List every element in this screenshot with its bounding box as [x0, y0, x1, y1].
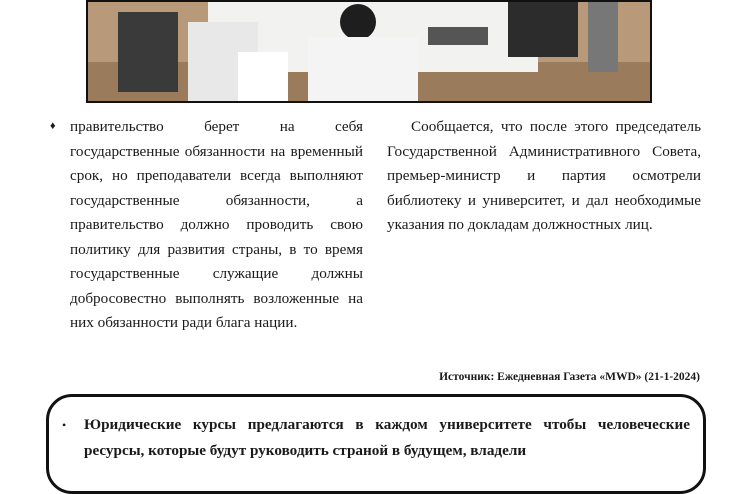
meeting-photo [86, 0, 652, 103]
bullet-icon: ♦ [50, 120, 56, 132]
left-column-text: правительство берет на себя государственные обязанности на временный срок, но преподаватели всегда выполняют государственные обязанности, а правительство должно проводить свою политику для развития страны, в то время государственные служащие должны добросовестно выполнять возложенные на них обязанности ради блага нации. [70, 118, 363, 331]
box-bullet-icon: • [62, 418, 67, 432]
meeting-photo-illustration [88, 2, 650, 101]
highlight-box-text: Юридические курсы предлагаются в каждом университете чтобы человеческие ресурсы, которые будут руководить страной в будущем, владели [84, 416, 690, 459]
source-citation: Источник: Ежедневная Газета «MWD» (21-1-2024) [439, 371, 700, 383]
right-column-text: Сообщается, что после этого председатель Государственной Административного Совета, премьер-министр и партия осмотрели библиотеку и университет, и дал необходимые указания по докладам должностных лиц. [387, 118, 701, 233]
